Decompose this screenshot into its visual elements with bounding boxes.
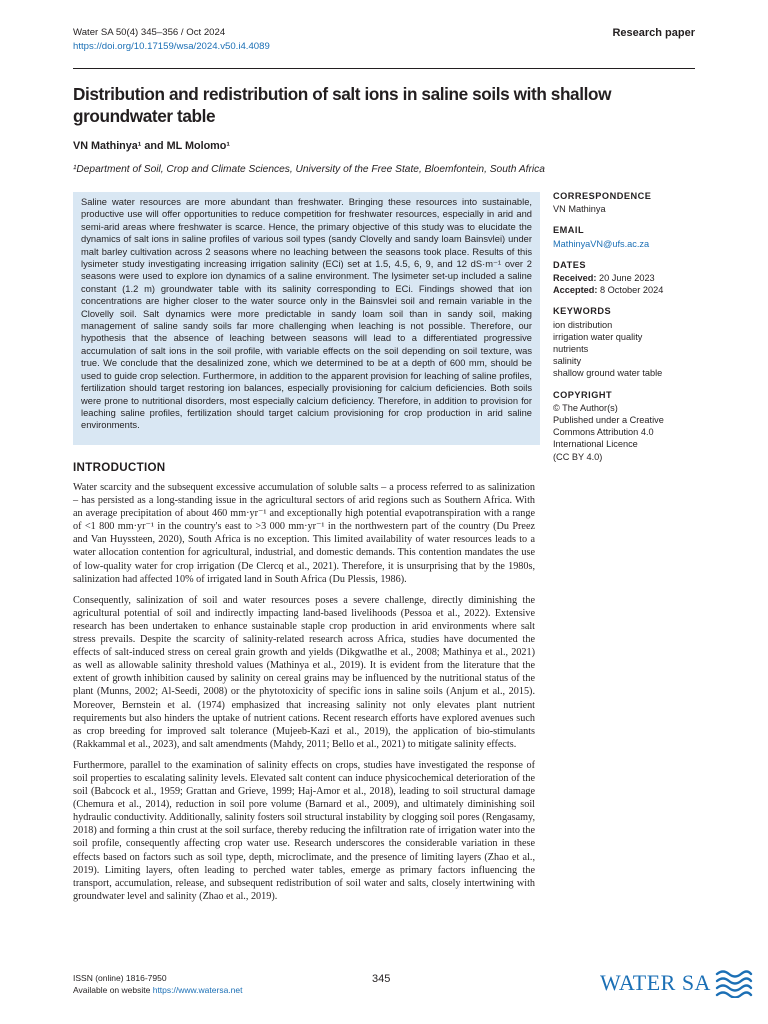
keyword: salinity bbox=[553, 356, 582, 367]
email-section bbox=[553, 224, 703, 249]
body-text bbox=[73, 481, 535, 911]
email-heading: EMAIL bbox=[553, 225, 585, 236]
paper-title: Distribution and redistribution of salt ions in saline soils with shallow groundwater table bbox=[73, 84, 612, 126]
logo-wordmark: WATER SA bbox=[600, 970, 711, 995]
received-value: 20 June 2023 bbox=[598, 273, 655, 284]
correspondence-heading: CORRESPONDENCE bbox=[553, 191, 652, 201]
received-date bbox=[553, 272, 703, 284]
website-link[interactable]: https://www.watersa.net bbox=[152, 985, 243, 995]
page-number: 345 bbox=[372, 973, 391, 985]
article-info-sidebar bbox=[553, 190, 703, 472]
section-heading-introduction: INTRODUCTION bbox=[73, 461, 166, 474]
journal-citation: Water SA 50(4) 345–356 / Oct 2024 bbox=[73, 27, 226, 38]
email-link[interactable]: MathinyaVN@ufs.ac.za bbox=[553, 238, 650, 249]
copyright-heading: COPYRIGHT bbox=[553, 389, 613, 400]
abstract: Saline water resources are more abundant than freshwater. Bringing these resources into sustainable, productive use will offer opportunities to reduce competition for freshwater resources, especially in arid and semi-arid areas where freshwater is scarce. Hence, the primary objective of this study was to elucidate the dynamics of salt ions in saline profiles of various soil types (sandy Clovelly and sandy loam Bainsvlei) under malt barley cultivation across 2 seasons where no leaching between the seasons took place. Results of this lysimeter study investigating increasing irrigation salinity (ECi) set at 1.5, 4.5, 6, 9, and 12 dS·m⁻¹ over 2 seasons were used to explore ion dynamics of a saline environment. The lysimeter set-up included a saline constant (1.2 m) groundwater table with its salinity corresponding to ECi. Findings showed that ion concentrations are higher closer to the water source only in the Bainsvlei soil and remain variable in the Clovelly soil. Salt dynamics were more predictable in sandy loam soil than in sandy soil, making management of saline sandy soils far more challenging when leaching is not possible. Therefore, our hypothesis that the absence of leaching between seasons will lead to a differentiated progressive accumulation of salt ions in the soil profile, with variable effects on the soil depending on soil texture, was true. We conclude that the desalinized zone, which we determined to be at a depth of 600 mm, should be used to guide crop selection. Furthermore, in addition to the apparent provision for leaching of saline profiles, fertilization should target restoring ion balances, especially provisioning for calcium deficiencies. Both soils were prone to nutritional disorders, most especially calcium deficiency. Therefore, in addition to provision for leaching saline profiles, fertilization should target calcium provisioning for crop production in arid saline environments. bbox=[73, 192, 540, 445]
paragraph: Furthermore, parallel to the examination of salinity effects on crops, studies have investigated the response of soil properties to escalating salinity levels. Elevated salt content can induce physicochemical deterioration of the soil (Babcock et al., 1959; Grattan and Grieve, 1999; Haj-Amor et al., 2018), leading to soil structural damage (Chemura et al., 2014), reduction in soil pore volume (Barnard et al., 2009), and ultimately diminishing soil hydraulic conductivity. Additionally, salinity fosters soil structural instability by clogging soil pores (Rengasamy, 2018) and forming a thin crust at the soil surface, thereby reducing the infiltration rate of irrigation water into the soil profile, consequently affecting crop water use. Research underscores the considerable variation in these effects based on factors such as soil type, depth, microclimate, and the presence of limiting layers (Zhao et al., 2019). Limiting layers, often leading to perched water tables, emerge as primary factors influencing the transport, accumulation, release, and subsequent redistribution of soil water and salts, closely intertwining with groundwater level and salinity (Zhao et al., 2019). bbox=[73, 759, 535, 902]
copyright-line: © The Author(s) bbox=[553, 402, 618, 413]
accepted-value: 8 October 2024 bbox=[599, 285, 664, 296]
copyright-line: International Licence bbox=[553, 439, 638, 450]
water-wave-icon bbox=[715, 968, 753, 998]
accepted-label: Accepted: bbox=[553, 285, 598, 296]
keyword: shallow ground water table bbox=[553, 368, 663, 379]
received-label: Received: bbox=[553, 273, 597, 284]
website-line bbox=[73, 984, 242, 996]
paragraph: Water scarcity and the subsequent excessive accumulation of soluble salts – a process referred to as salinization – has persisted as a long-standing issue in the agricultural sectors of arid regions such as Southern Africa. With an average precipitation of about 460 mm·yr⁻¹ and exceptionally high potential evapotranspiration with a range of <1 800 mm·yr⁻¹ in the country's east to >3 000 mm·yr⁻¹ in the northwestern part of the country (Du Preez and Van Huyssteen, 2020), South Africa is no exception. This limited availability of water resources leads to a water allocation contention for agricultural, industrial, and domestic demands. This contention mandates the use of low-quality water for crop irrigation (De Clercq et al., 2021). Therefore, it is unsurprising that by the 1980s, salinization had affected 10% of irrigated land in South Africa (Du Plessis, 1986). bbox=[73, 482, 535, 585]
journal-header bbox=[73, 26, 270, 54]
paper-type-label: Research paper bbox=[612, 27, 695, 39]
footer-info bbox=[73, 972, 242, 996]
journal-logo bbox=[600, 968, 753, 998]
doi-link[interactable]: https://doi.org/10.17159/wsa/2024.v50.i4.4089 bbox=[73, 41, 270, 52]
copyright-line: (CC BY 4.0) bbox=[553, 451, 603, 462]
correspondence-name: VN Mathinya bbox=[553, 204, 606, 215]
keywords-heading: KEYWORDS bbox=[553, 306, 612, 317]
dates-section bbox=[553, 259, 703, 297]
copyright-section bbox=[553, 389, 703, 463]
keyword: irrigation water quality bbox=[553, 331, 643, 342]
header-divider bbox=[73, 68, 695, 69]
website-label: Available on website bbox=[73, 985, 151, 995]
authors: VN Mathinya¹ and ML Molomo¹ bbox=[73, 140, 230, 152]
keywords-section bbox=[553, 305, 703, 379]
copyright-line: Commons Attribution 4.0 bbox=[553, 427, 654, 438]
issn: ISSN (online) 1816-7950 bbox=[73, 973, 167, 983]
affiliation: ¹Department of Soil, Crop and Climate Sciences, University of the Free State, Bloemfontein, South Africa bbox=[73, 164, 545, 175]
keyword: nutrients bbox=[553, 344, 589, 355]
correspondence-section bbox=[553, 190, 703, 215]
keyword: ion distribution bbox=[553, 319, 613, 330]
accepted-date bbox=[553, 284, 703, 296]
paragraph: Consequently, salinization of soil and water resources poses a severe challenge, directly diminishing the agricultural potential of soil and indirectly impacting land-based livelihoods (Pessoa et al., 2022). Extensive research has been undertaken to enhance sustainable staple crop production in arid environments where salt stress prevails. Despite the scarcity of salinity-related research across Africa, studies have documented the effects of salt-induced stress on cereal grain growth and yields (Dikgwatlhe et al., 2008; Mathinya et al., 2021) as well as allowable salinity threshold values (Mathinya et al., 2019). It is evident from the literature that the extent of growth inhibition caused by salinity on cereal grains may be influenced by the nutritional status of the plant (Munns, 2002; Al-Seedi, 2008) or the phytotoxicity of specific ions in saline soils (Anjum et al., 2015). Moreover, Bernstein et al. (1974) emphasized that increasing salinity not only elevates plant nutrient requirements but also hinders the uptake of nutrient cations. Recent research efforts have explored avenues such as crop breeding for improved salt tolerance (Mujeeb-Kazi et al., 2019), the application of bio-stimulants (Rakkammal et al., 2023), and salt amendments (Mahdy, 2011; Bello et al., 2021) to mitigate salinity effects. bbox=[73, 594, 535, 750]
copyright-line: Published under a Creative bbox=[553, 415, 664, 426]
dates-heading: DATES bbox=[553, 259, 586, 270]
